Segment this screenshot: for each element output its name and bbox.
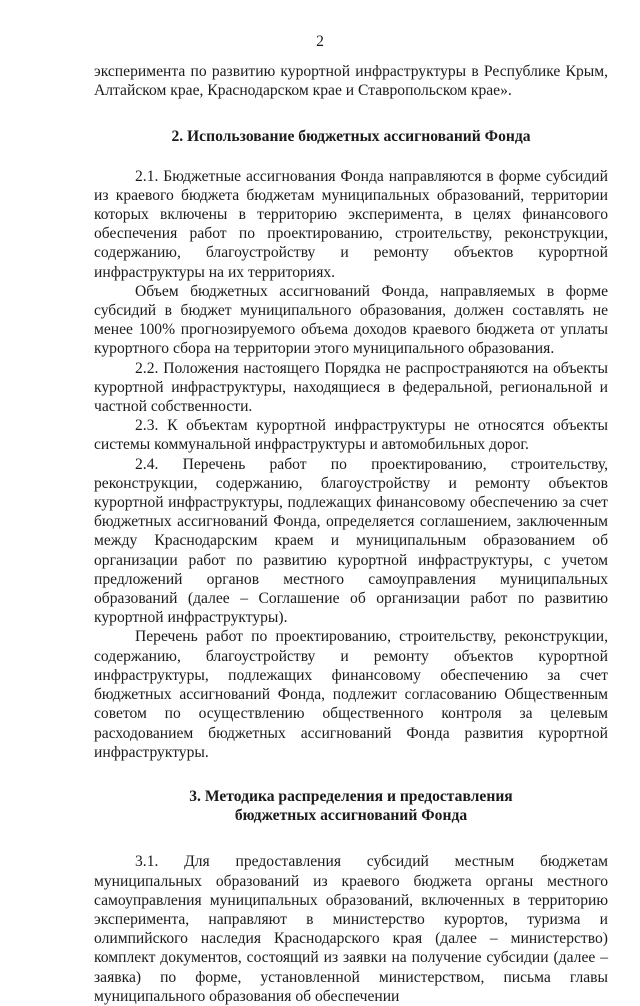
intro-paragraph: эксперимента по развитию курортной инфраструктуры в Республике Крым, Алтайском крае, Краснодарском крае и Ставропольском крае». xyxy=(94,63,608,100)
section-3-title-line-1: 3. Методика распределения и предоставления xyxy=(189,787,513,805)
paragraph-2-3: 2.3. К объектам курортной инфраструктуры не относятся объекты системы коммунальной инфраструктуры и автомобильных дорог. xyxy=(94,417,608,454)
paragraph-3-1: 3.1. Для предоставления субсидий местным бюджетам муниципальных образований из краевого бюджета органы местного самоуправления муниципальных образований, включенных в территорию эксперимента, направляют в министерство курортов, туризма и олимпийского наследия Краснодарского края (далее – министерство) комплект документов, состоящий из заявки на получение субсидии (далее – заявка) по форме, установленной министерством, письма главы муниципального образования об обеспечении xyxy=(94,853,608,1005)
paragraph-2-1: 2.1. Бюджетные ассигнования Фонда направляются в форме субсидий из краевого бюджета бюджетам муниципальных образований, территории которых включены в территорию эксперимента, в целях финансового обеспечения работ по проектированию, строительству, реконструкции, содержанию, благоустройству и ремонту объектов курортной инфраструктуры на их территориях. xyxy=(94,167,608,281)
paragraph-2-4-list: Перечень работ по проектированию, строительству, реконструкции, содержанию, благоустройству и ремонту объектов курортной инфраструктуры, подлежащих финансовому обеспечению за счет бюджетных ассигнований Фонда, подлежит согласованию Общественным советом по осуществлению общественного контроля за целевым расходованием бюджетных ассигнований Фонда развития курортной инфраструктуры. xyxy=(94,628,608,761)
section-3-title-line-2: бюджетных ассигнований Фонда xyxy=(234,807,468,825)
paragraph-2-1-volume: Объем бюджетных ассигнований Фонда, направляемых в форме субсидий в бюджет муниципального образования, должен составлять не менее 100% прогнозируемого объема доходов краевого бюджета от уплаты курортного сбора на территории этого муниципального образования. xyxy=(94,282,608,358)
page-number: 2 xyxy=(316,33,324,50)
section-2-title: 2. Использование бюджетных ассигнований Фонда xyxy=(171,128,531,146)
paragraph-2-4: 2.4. Перечень работ по проектированию, строительству, реконструкции, содержанию, благоустройству и ремонту объектов курортной инфраструктуры, подлежащих финансовому обеспечению за счет бюджетных ассигнований Фонда, определяется соглашением, заключенным между Краснодарским краем и муниципальным образованием об организации работ по развитию курортной инфраструктуры, с учетом предложений органов местного самоуправления муниципальных образований (далее – Соглашение об организации работ по развитию курортной инфраструктуры). xyxy=(94,455,608,627)
paragraph-2-2: 2.2. Положения настоящего Порядка не распространяются на объекты курортной инфраструктуры, находящиеся в федеральной, региональной и частной собственности. xyxy=(94,359,608,416)
section-3-title xyxy=(94,787,608,825)
document-body xyxy=(94,62,608,1006)
